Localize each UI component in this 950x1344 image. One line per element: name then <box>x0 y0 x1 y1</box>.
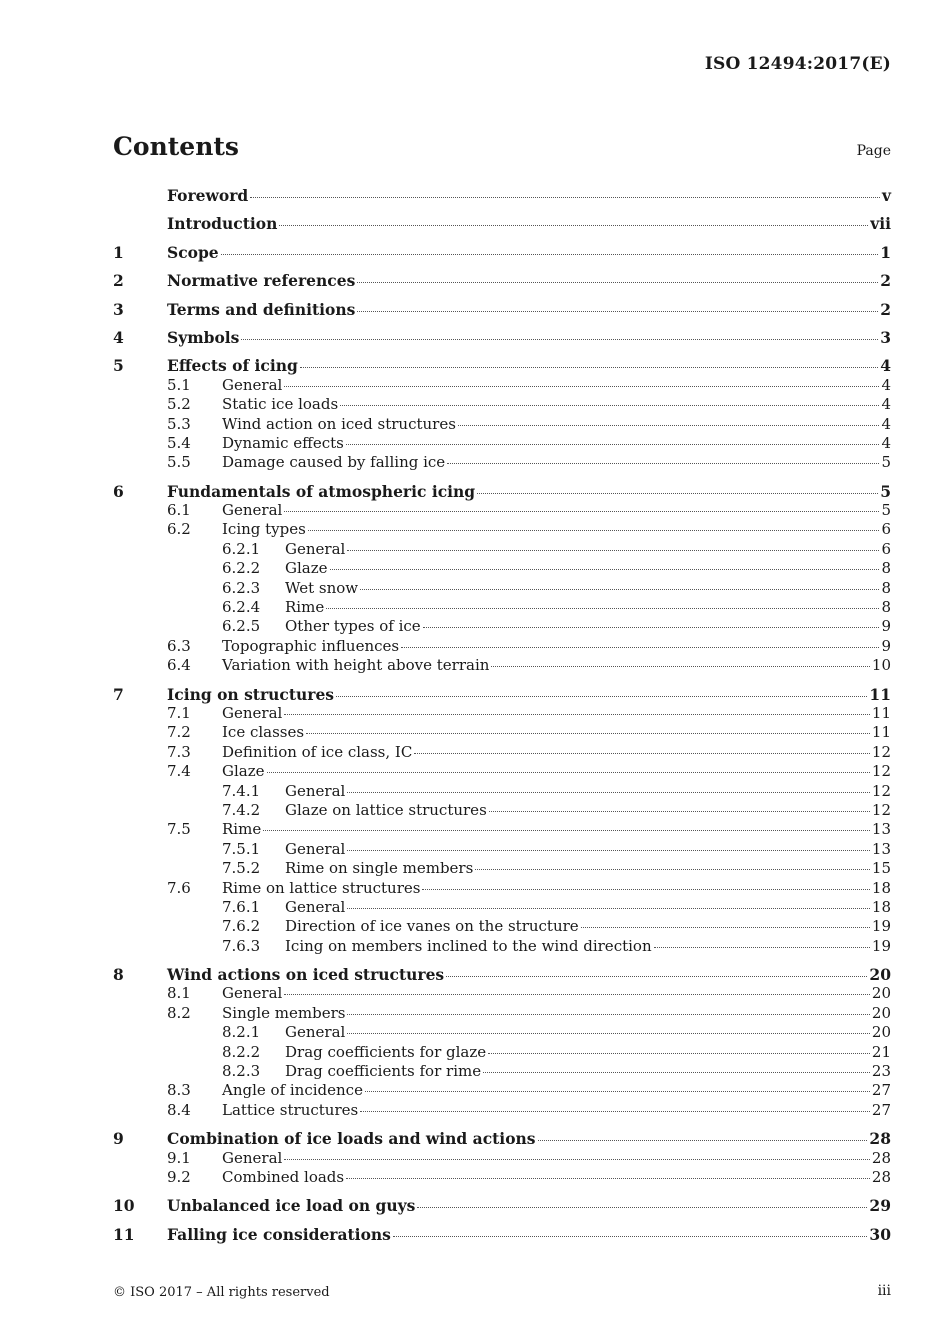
toc-entry-number: 6.2.5 <box>222 617 261 636</box>
dot-leader <box>326 607 879 609</box>
toc-entry[interactable] <box>113 1196 891 1215</box>
toc-entry[interactable] <box>113 300 891 319</box>
toc-entry-number: 7.3 <box>167 742 191 761</box>
toc-entry-number: 3 <box>113 299 124 319</box>
toc-entry[interactable] <box>113 415 891 434</box>
toc-entry-number: 6.2.3 <box>222 578 261 597</box>
toc-entry[interactable] <box>113 637 891 656</box>
toc-entry-page: 11 <box>871 723 891 742</box>
dot-leader <box>360 588 879 590</box>
toc-entry-title: General <box>285 539 346 558</box>
toc-entry-number: 7.1 <box>167 703 191 722</box>
toc-entry[interactable] <box>113 1101 891 1120</box>
toc-entry[interactable] <box>113 1129 891 1148</box>
dot-leader <box>340 404 879 406</box>
toc-entry-title: Unbalanced ice load on guys <box>167 1196 416 1216</box>
toc-entry-title: Fundamentals of atmospheric icing <box>167 481 476 501</box>
toc-entry-page: 19 <box>871 917 891 936</box>
toc-entry-page: 9 <box>881 617 891 636</box>
dot-leader <box>347 849 870 851</box>
toc-entry-title: Wind action on iced structures <box>222 414 456 433</box>
toc-entry-number: 6 <box>113 481 124 501</box>
toc-entry[interactable] <box>113 1004 891 1023</box>
dot-leader <box>347 791 870 793</box>
toc-entry[interactable] <box>113 328 891 347</box>
toc-entry-title: General <box>285 839 346 858</box>
dot-leader <box>347 907 870 909</box>
toc-entry-page: 3 <box>880 327 891 347</box>
toc-entry-number: 5.5 <box>167 453 191 472</box>
dot-leader <box>347 1032 870 1034</box>
toc-entry-title: Icing types <box>222 520 306 539</box>
dot-leader <box>458 424 880 426</box>
toc-entry-title: Effects of icing <box>167 356 298 376</box>
toc-entry-number: 8.1 <box>167 984 191 1003</box>
toc-entry-title: General <box>285 897 346 916</box>
dot-leader <box>346 443 880 445</box>
dot-leader <box>414 752 870 754</box>
toc-entry-number: 6.2.2 <box>222 559 261 578</box>
toc-entry-page: 23 <box>871 1062 891 1081</box>
toc-entry-title: General <box>222 984 283 1003</box>
toc-entry-page: 5 <box>881 453 891 472</box>
toc-entry-number: 5.2 <box>167 395 191 414</box>
toc-entry-number: 7.5 <box>167 820 191 839</box>
dot-leader <box>346 1177 870 1179</box>
toc-entry-title: Damage caused by falling ice <box>222 453 446 472</box>
dot-leader <box>336 695 867 697</box>
toc-entry[interactable] <box>113 1168 891 1187</box>
dot-leader <box>241 338 878 340</box>
toc-entry-page: 28 <box>871 1148 891 1167</box>
page-number: iii <box>877 1283 891 1299</box>
dot-leader <box>393 1235 868 1237</box>
toc-entry[interactable] <box>113 879 891 898</box>
document-id: ISO 12494:2017(E) <box>704 54 891 74</box>
toc-entry-title: Symbols <box>167 327 240 347</box>
toc-entry-title: Combined loads <box>222 1167 345 1186</box>
toc-entry-page: 21 <box>871 1042 891 1061</box>
toc-entry[interactable] <box>113 598 891 617</box>
toc-entry-page: 18 <box>871 878 891 897</box>
toc-entry-number: 8.4 <box>167 1100 191 1119</box>
toc-entry[interactable] <box>113 482 891 501</box>
toc-entry-title: Wind actions on iced structures <box>167 965 445 985</box>
toc-entry[interactable] <box>113 984 891 1003</box>
toc-entry[interactable] <box>113 965 891 984</box>
dot-leader <box>284 510 879 512</box>
dot-leader <box>360 1110 870 1112</box>
toc-entry-number: 7.6.1 <box>222 897 261 916</box>
page-title: Contents <box>113 132 240 161</box>
toc-entry[interactable] <box>113 840 891 859</box>
toc-entry[interactable] <box>113 685 891 704</box>
toc-entry[interactable] <box>113 762 891 781</box>
dot-leader <box>263 829 870 831</box>
toc-entry-page: 27 <box>871 1100 891 1119</box>
toc-entry-number: 1 <box>113 242 124 262</box>
dot-leader <box>417 1206 867 1208</box>
dot-leader <box>284 993 870 995</box>
toc-entry-page: 20 <box>871 1003 891 1022</box>
dot-leader <box>357 281 878 283</box>
dot-leader <box>491 665 869 667</box>
toc-entry-title: Glaze <box>222 762 265 781</box>
toc-entry-number: 5.3 <box>167 414 191 433</box>
toc-entry[interactable] <box>113 859 891 878</box>
toc-entry[interactable] <box>113 271 891 290</box>
toc-entry-title: Introduction <box>167 214 278 234</box>
toc-entry-title: Icing on members inclined to the wind direction <box>285 936 652 955</box>
dot-leader <box>308 529 880 531</box>
toc-entry-number: 2 <box>113 271 124 291</box>
toc-entry[interactable] <box>113 243 891 262</box>
toc-entry[interactable] <box>113 917 891 936</box>
toc-entry-page: 19 <box>871 936 891 955</box>
toc-entry-page: 20 <box>869 965 891 985</box>
dot-leader <box>284 385 879 387</box>
toc-entry-page: 29 <box>869 1196 891 1216</box>
toc-entry-title: Ice classes <box>222 723 305 742</box>
toc-entry-page: 10 <box>871 656 891 675</box>
toc-entry-number: 6.1 <box>167 501 191 520</box>
toc-entry[interactable] <box>113 1023 891 1042</box>
toc-entry-page: 28 <box>869 1129 891 1149</box>
toc-entry[interactable] <box>113 898 891 917</box>
toc-entry-number: 5.1 <box>167 375 191 394</box>
toc-entry-title: Glaze on lattice structures <box>285 800 487 819</box>
toc-entry-page: 12 <box>871 742 891 761</box>
toc-entry-number: 5.4 <box>167 433 191 452</box>
toc-entry-number: 7.5.1 <box>222 839 261 858</box>
toc-entry-title: Single members <box>222 1003 346 1022</box>
toc-entry-page: 1 <box>880 242 891 262</box>
toc-entry-page: 15 <box>871 859 891 878</box>
toc-entry-number: 4 <box>113 327 124 347</box>
toc-entry[interactable] <box>113 376 891 395</box>
toc-entry[interactable] <box>113 1081 891 1100</box>
toc-entry-title: Terms and definitions <box>167 299 356 319</box>
dot-leader <box>347 1013 869 1015</box>
toc-entry[interactable] <box>113 743 891 762</box>
toc-entry[interactable] <box>113 723 891 742</box>
toc-entry-page: 13 <box>871 839 891 858</box>
table-of-contents <box>113 186 891 1244</box>
toc-entry-page: 18 <box>871 897 891 916</box>
dot-leader <box>284 1158 870 1160</box>
dot-leader <box>357 310 878 312</box>
toc-entry[interactable] <box>113 395 891 414</box>
toc-entry[interactable] <box>113 453 891 472</box>
toc-entry-title: Definition of ice class, IC <box>222 742 413 761</box>
dot-leader <box>483 1071 870 1073</box>
toc-entry-page: 8 <box>881 578 891 597</box>
toc-entry-number: 7.6 <box>167 878 191 897</box>
toc-entry-title: Lattice structures <box>222 1100 359 1119</box>
toc-entry-title: General <box>222 703 283 722</box>
dot-leader <box>447 462 879 464</box>
toc-entry-title: Variation with height above terrain <box>222 656 490 675</box>
toc-entry-title: Dynamic effects <box>222 433 344 452</box>
toc-entry-page: 6 <box>881 539 891 558</box>
toc-entry[interactable] <box>113 356 891 375</box>
toc-entry-page: 4 <box>881 395 891 414</box>
toc-entry[interactable] <box>113 1043 891 1062</box>
toc-entry-page: 4 <box>881 433 891 452</box>
toc-entry-title: Falling ice considerations <box>167 1224 391 1244</box>
dot-leader <box>422 888 869 890</box>
dot-leader <box>489 810 870 812</box>
toc-entry-page: 2 <box>880 299 891 319</box>
toc-entry-page: 4 <box>881 414 891 433</box>
dot-leader <box>401 646 879 648</box>
toc-entry-title: Drag coefficients for rime <box>285 1062 482 1081</box>
toc-entry-page: vii <box>870 214 891 234</box>
toc-entry-title: Direction of ice vanes on the structure <box>285 917 579 936</box>
toc-entry-number: 7.6.2 <box>222 917 261 936</box>
dot-leader <box>250 196 880 198</box>
dot-leader <box>475 868 870 870</box>
toc-entry[interactable] <box>113 656 891 675</box>
toc-entry-title: Wet snow <box>285 578 359 597</box>
toc-entry-page: 4 <box>881 375 891 394</box>
toc-entry-title: General <box>222 375 283 394</box>
toc-entry-page: 5 <box>880 481 891 501</box>
toc-entry-page: 12 <box>871 781 891 800</box>
toc-entry-number: 9.1 <box>167 1148 191 1167</box>
toc-entry-number: 8.2.1 <box>222 1023 261 1042</box>
toc-entry-title: Scope <box>167 242 219 262</box>
dot-leader <box>477 492 878 494</box>
dot-leader <box>284 713 870 715</box>
toc-entry-title: General <box>222 501 283 520</box>
toc-entry-title: Angle of incidence <box>222 1081 363 1100</box>
toc-entry-number: 7 <box>113 684 124 704</box>
toc-entry[interactable] <box>113 540 891 559</box>
toc-entry-title: Topographic influences <box>222 636 400 655</box>
toc-entry-page: 2 <box>880 271 891 291</box>
toc-entry[interactable] <box>113 1062 891 1081</box>
toc-entry-page: 11 <box>869 684 891 704</box>
dot-leader <box>347 549 879 551</box>
dot-leader <box>221 253 879 255</box>
toc-entry[interactable] <box>113 704 891 723</box>
toc-entry-title: Rime on lattice structures <box>222 878 421 897</box>
toc-entry-title: General <box>222 1148 283 1167</box>
toc-entry-number: 7.4.2 <box>222 800 261 819</box>
toc-entry-page: 28 <box>871 1167 891 1186</box>
toc-entry[interactable] <box>113 501 891 520</box>
toc-entry-page: v <box>881 186 891 205</box>
toc-entry-number: 6.3 <box>167 636 191 655</box>
toc-entry-number: 11 <box>113 1224 135 1244</box>
toc-entry-page: 11 <box>871 703 891 722</box>
toc-entry-page: 5 <box>881 501 891 520</box>
toc-entry-title: Glaze <box>285 559 328 578</box>
toc-entry-page: 9 <box>881 636 891 655</box>
dot-leader <box>306 732 870 734</box>
toc-entry[interactable] <box>113 214 891 233</box>
toc-entry-title: Foreword <box>167 186 249 205</box>
toc-entry-page: 8 <box>881 598 891 617</box>
page-column-label: Page <box>856 143 891 159</box>
toc-entry[interactable] <box>113 1225 891 1244</box>
toc-entry-title: Static ice loads <box>222 395 339 414</box>
toc-entry-page: 20 <box>871 984 891 1003</box>
toc-entry[interactable] <box>113 801 891 820</box>
dot-leader <box>330 568 880 570</box>
toc-entry-number: 7.2 <box>167 723 191 742</box>
toc-entry-title: Drag coefficients for glaze <box>285 1042 487 1061</box>
toc-entry-number: 8 <box>113 965 124 985</box>
toc-entry-title: Rime <box>285 598 325 617</box>
toc-entry-number: 7.4 <box>167 762 191 781</box>
dot-leader <box>654 946 870 948</box>
toc-entry-number: 5 <box>113 356 124 376</box>
toc-entry[interactable] <box>113 186 891 205</box>
toc-entry-number: 6.2.4 <box>222 598 261 617</box>
toc-entry-title: Normative references <box>167 271 356 291</box>
toc-entry-page: 12 <box>871 800 891 819</box>
toc-entry-page: 4 <box>880 356 891 376</box>
dot-leader <box>488 1052 870 1054</box>
toc-entry-title: Combination of ice loads and wind actions <box>167 1129 536 1149</box>
dot-leader <box>300 366 878 368</box>
dot-leader <box>365 1090 870 1092</box>
toc-entry-number: 8.2.3 <box>222 1062 261 1081</box>
toc-entry-number: 8.2.2 <box>222 1042 261 1061</box>
toc-entry-title: General <box>285 1023 346 1042</box>
toc-entry-number: 6.4 <box>167 656 191 675</box>
toc-entry-page: 27 <box>871 1081 891 1100</box>
toc-entry-number: 7.5.2 <box>222 859 261 878</box>
copyright-notice: © ISO 2017 – All rights reserved <box>113 1285 330 1300</box>
dot-leader <box>581 926 870 928</box>
toc-entry-number: 7.6.3 <box>222 936 261 955</box>
dot-leader <box>538 1139 868 1141</box>
toc-entry[interactable] <box>113 559 891 578</box>
dot-leader <box>423 626 880 628</box>
toc-entry[interactable] <box>113 782 891 801</box>
toc-entry-number: 9 <box>113 1129 124 1149</box>
dot-leader <box>446 975 867 977</box>
toc-entry-title: General <box>285 781 346 800</box>
toc-entry[interactable] <box>113 579 891 598</box>
toc-entry-number: 7.4.1 <box>222 781 261 800</box>
toc-entry-number: 8.2 <box>167 1003 191 1022</box>
dot-leader <box>267 771 870 773</box>
toc-entry-number: 6.2.1 <box>222 539 261 558</box>
toc-entry-title: Other types of ice <box>285 617 421 636</box>
toc-entry-title: Icing on structures <box>167 684 335 704</box>
toc-entry[interactable] <box>113 937 891 956</box>
toc-entry-page: 8 <box>881 559 891 578</box>
toc-entry-number: 6.2 <box>167 520 191 539</box>
toc-entry-number: 10 <box>113 1196 135 1216</box>
toc-entry-page: 20 <box>871 1023 891 1042</box>
toc-entry-title: Rime <box>222 820 262 839</box>
toc-entry-number: 9.2 <box>167 1167 191 1186</box>
toc-entry-title: Rime on single members <box>285 859 474 878</box>
toc-entry-page: 6 <box>881 520 891 539</box>
toc-entry-page: 12 <box>871 762 891 781</box>
dot-leader <box>279 224 868 226</box>
toc-entry-number: 8.3 <box>167 1081 191 1100</box>
toc-entry-page: 30 <box>869 1224 891 1244</box>
toc-entry[interactable] <box>113 820 891 839</box>
toc-entry[interactable] <box>113 434 891 453</box>
toc-entry[interactable] <box>113 520 891 539</box>
toc-entry-page: 13 <box>871 820 891 839</box>
toc-entry[interactable] <box>113 1149 891 1168</box>
toc-entry[interactable] <box>113 617 891 636</box>
